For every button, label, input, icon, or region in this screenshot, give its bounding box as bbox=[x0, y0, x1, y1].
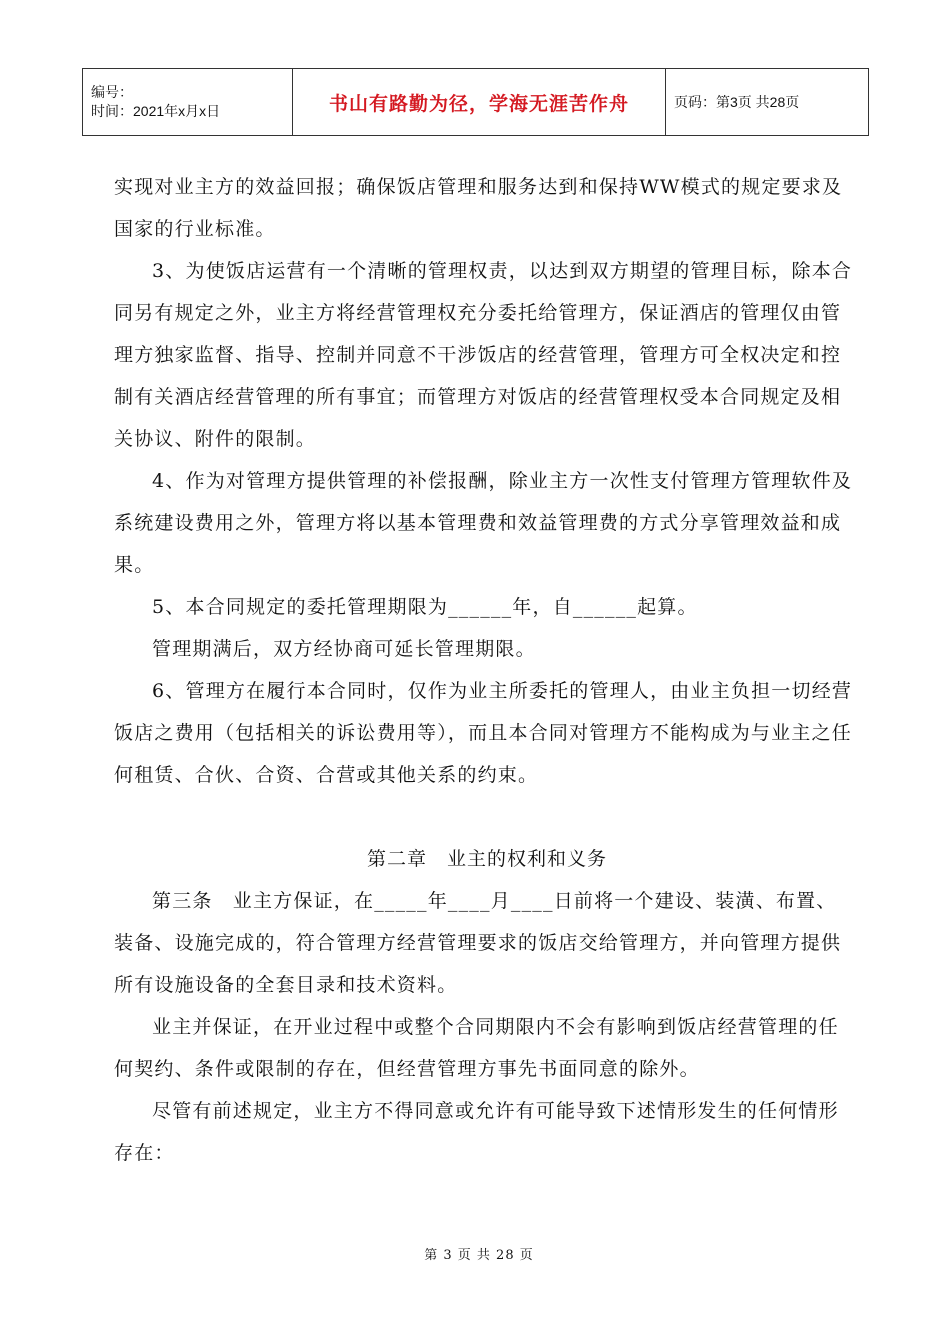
document-body bbox=[114, 166, 854, 1174]
document-time-label: 时间：2021年x月x日 bbox=[91, 103, 221, 119]
chapter-title: 第二章 业主的权利和义务 bbox=[366, 848, 607, 870]
paragraph: 4、作为对管理方提供管理的补偿报酬，除业主方一次性支付管理方管理软件及系统建设费用之外，管理方将以基本管理费和效益管理费的方式分享管理效益和成果。 bbox=[114, 470, 853, 576]
paragraph: 业主并保证，在开业过程中或整个合同期限内不会有影响到饭店经营管理的任何契约、条件或限制的存在，但经营管理方事先书面同意的除外。 bbox=[114, 1016, 839, 1080]
paragraph: 6、管理方在履行本合同时，仅作为业主所委托的管理人，由业主负担一切经营饭店之费用（包括相关的诉讼费用等），而且本合同对管理方不能构成为与业主之任何租赁、合伙、合资、合营或其他关系的约束。 bbox=[114, 680, 853, 786]
page-footer: 第 3 页 共 28 页 bbox=[424, 1248, 534, 1263]
paragraph: 尽管有前述规定，业主方不得同意或允许有可能导致下述情形发生的任何情形存在： bbox=[114, 1100, 839, 1164]
header-motto-cell bbox=[293, 69, 666, 136]
header-page-info: 页码：第3页 共28页 bbox=[666, 69, 869, 136]
paragraph: 3、为使饭店运营有一个清晰的管理权责，以达到双方期望的管理目标，除本合同另有规定之外，业主方将经营管理权充分委托给管理方，保证酒店的管理仅由管理方独家监督、指导、控制并同意不干涉饭店的经营管理，管理方可全权决定和控制有关酒店经营管理的所有事宜；而管理方对饭店的经营管理权受本合同规定及相关协议、附件的限制。 bbox=[114, 260, 853, 450]
document-number-label: 编号： bbox=[91, 84, 133, 100]
header-motto: 书山有路勤为径，学海无涯苦作舟 bbox=[328, 92, 629, 115]
header-table bbox=[82, 68, 869, 136]
paragraph: 实现对业主方的效益回报；确保饭店管理和服务达到和保持WW模式的规定要求及国家的行业标准。 bbox=[114, 176, 843, 240]
paragraph: 管理期满后，双方经协商可延长管理期限。 bbox=[152, 638, 536, 660]
paragraph: 第三条 业主方保证，在_____年____月____日前将一个建设、装潢、布置、装备、设施完成的，符合管理方经营管理要求的饭店交给管理方，并向管理方提供所有设施设备的全套目录和技术资料。 bbox=[114, 890, 842, 996]
header-meta-cell bbox=[83, 69, 293, 136]
paragraph: 5、本合同规定的委托管理期限为______年，自______起算。 bbox=[152, 596, 698, 618]
